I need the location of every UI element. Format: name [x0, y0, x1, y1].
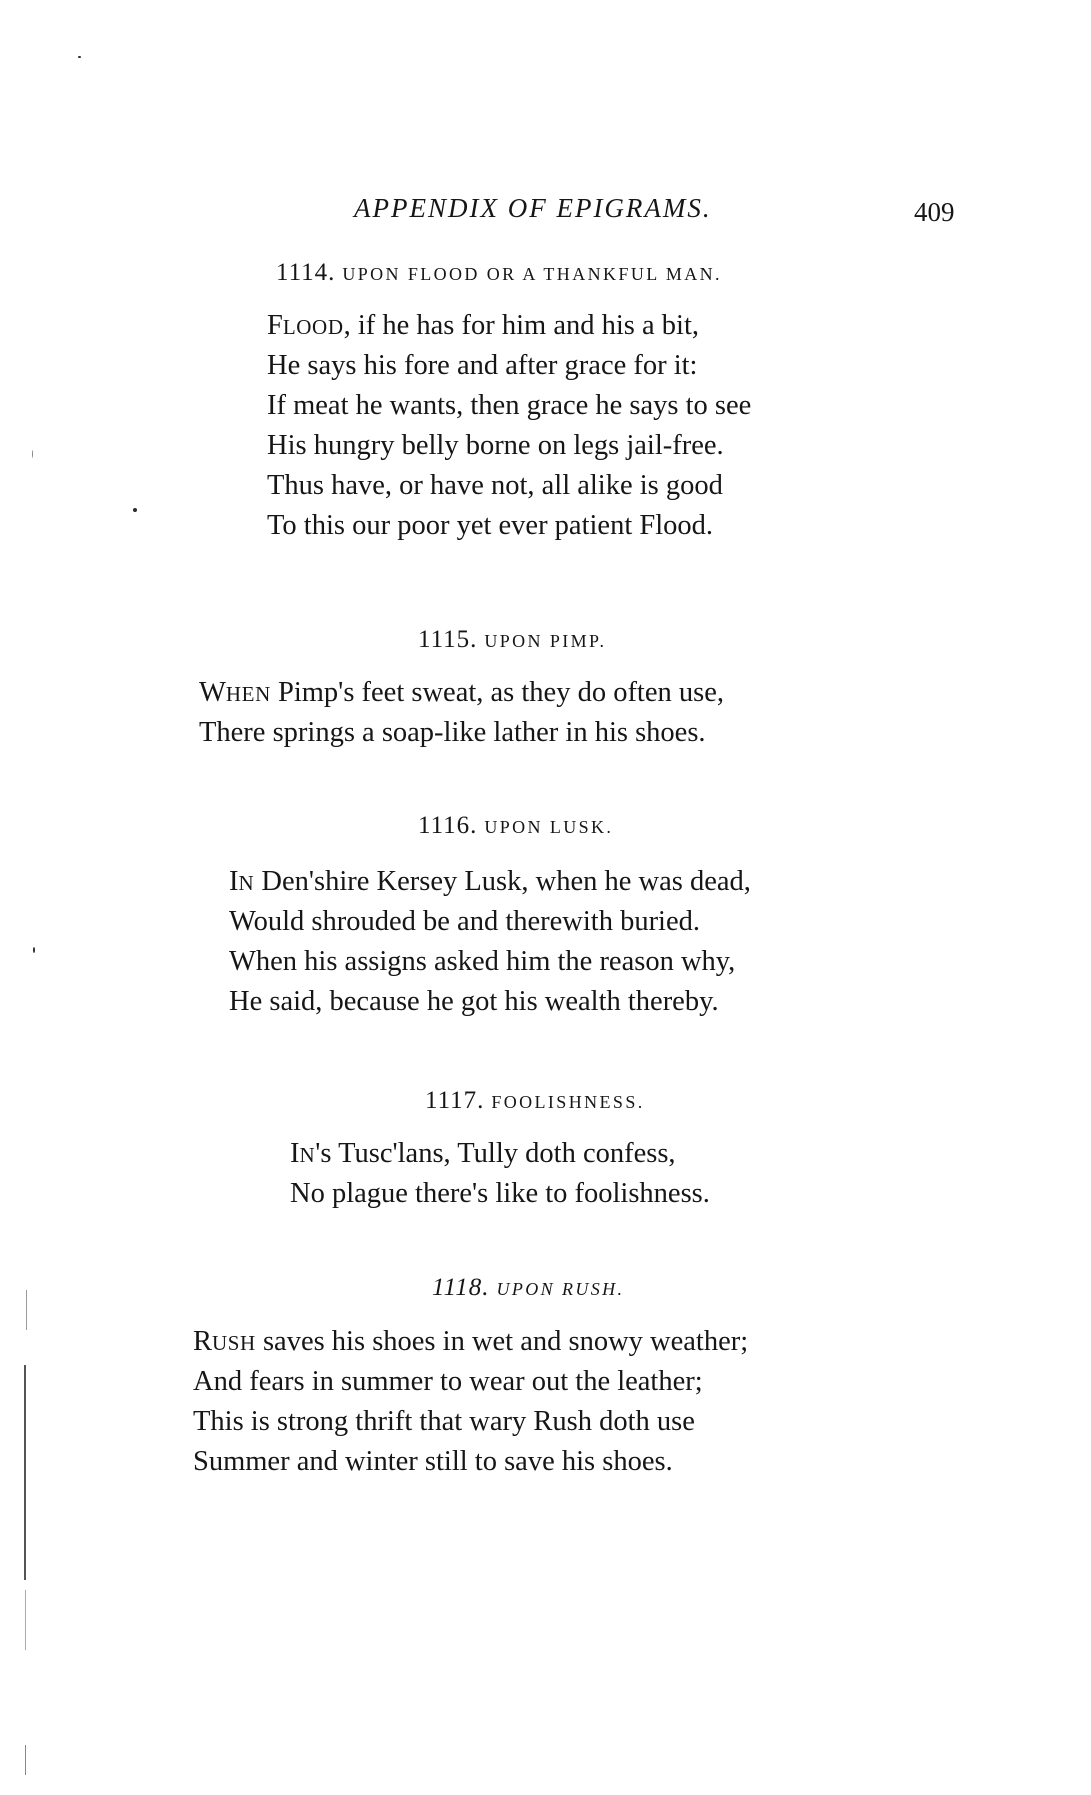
- scan-speck: [32, 450, 33, 458]
- poem-line: Would shrouded be and therewith buried.: [229, 906, 701, 937]
- page-number: 409: [914, 197, 955, 227]
- epigram-body-1116: [229, 862, 751, 1022]
- poem-line: No plague there's like to foolishness.: [290, 1178, 710, 1209]
- epigram-number: 1116.: [418, 812, 478, 839]
- scan-edge-line: [25, 1745, 26, 1775]
- poem-line: IN Den'shire Kersey Lusk, when he was dead,: [229, 866, 751, 897]
- epigram-title: UPON PIMP.: [484, 631, 607, 651]
- epigram-heading-1114: [276, 259, 722, 287]
- epigram-number: 1114.: [276, 259, 336, 286]
- epigram-title: UPON FLOOD OR A THANKFUL MAN.: [342, 264, 722, 284]
- poem-line: WHEN Pimp's feet sweat, as they do often use,: [199, 677, 724, 708]
- epigram-heading-1117: [425, 1087, 645, 1115]
- running-head: APPENDIX OF EPIGRAMS.: [354, 193, 712, 223]
- poem-line: If meat he wants, then grace he says to see: [267, 390, 752, 421]
- poem-line: To this our poor yet ever patient Flood.: [267, 510, 714, 541]
- poem-line: FLOOD, if he has for him and his a bit,: [267, 310, 699, 341]
- poem-line: His hungry belly borne on legs jail-free.: [267, 430, 724, 461]
- epigram-body-1117: [290, 1134, 710, 1214]
- scan-edge-line: [24, 1365, 26, 1580]
- scan-speck: [33, 947, 35, 953]
- poem-line: Summer and winter still to save his shoes.: [193, 1446, 673, 1477]
- scan-speck: [78, 56, 81, 58]
- scan-edge-line: [25, 1590, 26, 1650]
- epigram-number: 1115.: [418, 626, 478, 653]
- epigram-title: UPON RUSH.: [496, 1279, 625, 1299]
- scan-speck: [133, 508, 137, 512]
- epigram-number: 1117.: [425, 1087, 485, 1114]
- epigram-title: UPON LUSK.: [484, 817, 614, 837]
- poem-line: RUSH saves his shoes in wet and snowy weather;: [193, 1326, 749, 1357]
- poem-line: And fears in summer to wear out the leather;: [193, 1366, 703, 1397]
- epigram-body-1118: [193, 1322, 748, 1482]
- epigram-number: 1118.: [432, 1274, 490, 1301]
- poem-line: When his assigns asked him the reason why,: [229, 946, 736, 977]
- poem-line: This is strong thrift that wary Rush doth use: [193, 1406, 695, 1437]
- poem-line: He says his fore and after grace for it:: [267, 350, 698, 381]
- poem-line: There springs a soap-like lather in his shoes.: [199, 717, 706, 748]
- epigram-heading-1116: [418, 812, 613, 840]
- epigram-body-1115: [199, 673, 724, 753]
- poem-line: He said, because he got his wealth thereby.: [229, 986, 719, 1017]
- epigram-heading-1118: [432, 1274, 624, 1302]
- poem-line: IN's Tusc'lans, Tully doth confess,: [290, 1138, 676, 1169]
- epigram-body-1114: [267, 306, 751, 546]
- epigram-heading-1115: [418, 626, 606, 654]
- poem-line: Thus have, or have not, all alike is good: [267, 470, 723, 501]
- epigram-title: FOOLISHNESS.: [491, 1092, 645, 1112]
- scan-edge-line: [26, 1290, 27, 1330]
